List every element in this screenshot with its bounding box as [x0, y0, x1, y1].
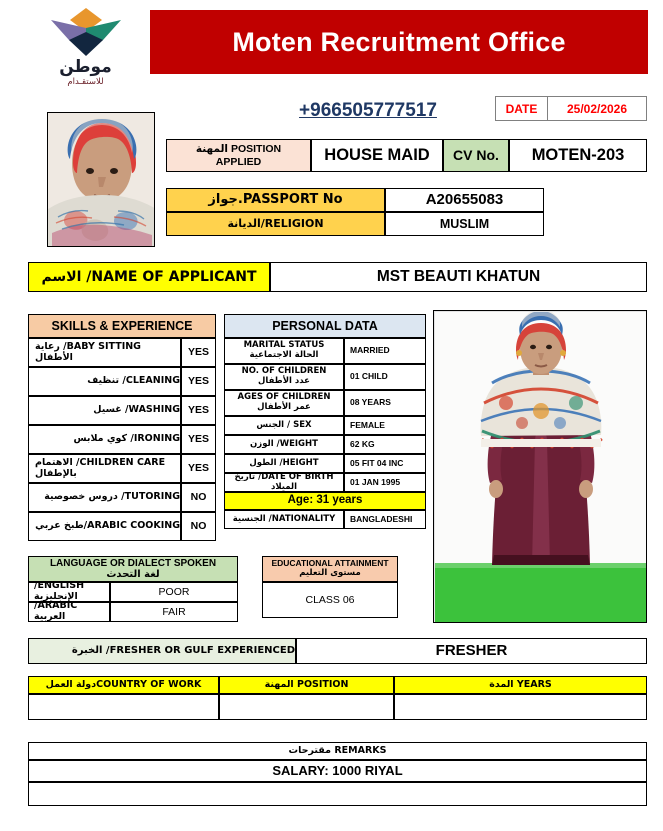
experience-label: FRESHER OR GULF EXPERIENCED/ الخبرة: [28, 638, 296, 664]
skill-label: CHILDREN CARE/ الاهتمام بالإطفال: [28, 454, 181, 483]
remarks-salary-value: SALARY: 1000 RIYAL: [28, 760, 647, 782]
fullbody-illustration: [434, 311, 647, 623]
work-history-col-position: POSITION المهنة: [219, 676, 394, 694]
skill-value: YES: [181, 367, 216, 396]
cv-no-value: MOTEN-203: [509, 139, 647, 172]
company-title-banner: [150, 10, 648, 74]
personal-data-label-en: SEX / الجنس: [256, 419, 312, 430]
personal-data-label: [224, 390, 344, 416]
date-box: [495, 96, 647, 121]
applicant-name-label: NAME OF APPLICANT/ الاسم: [28, 262, 270, 292]
skill-label: ARABIC COOKING/طبخ عربي: [28, 512, 181, 541]
work-history-cell-country[interactable]: [28, 694, 219, 720]
personal-data-label: [224, 473, 344, 492]
position-applied-label: [166, 139, 311, 172]
personal-data-label-en: MARITAL STATUS: [243, 340, 325, 351]
skill-label: IRONING/ كوي ملابس: [28, 425, 181, 454]
cv-no-label: CV No.: [443, 139, 509, 172]
personal-data-label-ar: عمر الأطفال: [257, 402, 311, 412]
work-history-cell-years[interactable]: [394, 694, 647, 720]
document-header: [0, 0, 663, 92]
work-history-col-years: YEARS المدة: [394, 676, 647, 694]
religion-label: RELIGION/الديانة: [166, 212, 385, 236]
skill-value: NO: [181, 512, 216, 541]
page-title: Moten Recruitment Office: [232, 26, 566, 57]
personal-data-label-ar: عدد الأطفال: [258, 376, 310, 386]
education-header: [262, 556, 398, 582]
date-label: DATE: [496, 97, 548, 120]
language-table-header: [28, 556, 238, 582]
experience-value: FRESHER: [296, 638, 647, 664]
language-label: ENGLISH/ الإنجليزية: [28, 582, 110, 602]
personal-data-label-en: HEIGHT/ الطول: [249, 457, 319, 468]
company-logo: [33, 6, 138, 92]
work-history-cell-position[interactable]: [219, 694, 394, 720]
nationality-value: BANGLADESHI: [344, 510, 426, 529]
portrait-illustration: [48, 113, 155, 247]
personal-data-label: [224, 454, 344, 473]
personal-data-value: MARRIED: [344, 338, 426, 364]
passport-no-value: A20655083: [385, 188, 544, 212]
moten-logo-icon: [47, 6, 125, 58]
personal-data-label-en: NO. OF CHILDREN: [241, 366, 327, 377]
work-history-col-country: COUNTRY OF WORKدولة العمل: [28, 676, 219, 694]
personal-data-label: [224, 435, 344, 454]
skill-value: NO: [181, 483, 216, 512]
education-value: CLASS 06: [262, 582, 398, 618]
skill-value: YES: [181, 396, 216, 425]
language-proficiency: POOR: [110, 582, 238, 602]
skill-value: YES: [181, 454, 216, 483]
logo-arabic-sub: للاستقـدام: [67, 77, 104, 87]
language-header-ar: لغة التحدث: [106, 569, 160, 580]
personal-data-value: 08 YEARS: [344, 390, 426, 416]
personal-data-value: 01 JAN 1995: [344, 473, 426, 492]
logo-arabic-name: موطن: [59, 57, 112, 77]
position-label-en: POSITION: [230, 143, 282, 156]
personal-data-label-en: AGES OF CHILDREN: [237, 392, 331, 403]
religion-value: MUSLIM: [385, 212, 544, 236]
position-label-en2: APPLIED: [215, 155, 262, 168]
personal-data-value: 62 KG: [344, 435, 426, 454]
position-applied-value: HOUSE MAID: [311, 139, 443, 172]
remarks-header: REMARKS مقترحات: [28, 742, 647, 760]
personal-data-value: FEMALE: [344, 416, 426, 435]
skills-table-header: SKILLS & EXPERIENCE: [28, 314, 216, 338]
language-proficiency: FAIR: [110, 602, 238, 622]
applicant-fullbody-photo: [433, 310, 647, 623]
education-header-en: EDUCATIONAL ATTAINMENT: [271, 558, 389, 569]
personal-data-label: [224, 338, 344, 364]
personal-data-label-en: WEIGHT/ الوزن: [250, 438, 318, 449]
personal-data-label: [224, 416, 344, 435]
skill-value: YES: [181, 425, 216, 454]
personal-data-label: [224, 364, 344, 390]
education-header-ar: مستوى التعليم: [299, 568, 361, 578]
position-label-arabic: المهنة: [195, 143, 229, 156]
skill-label: BABY SITTING/ رعاية الأطفال: [28, 338, 181, 367]
date-value: 25/02/2026: [566, 101, 628, 116]
personal-data-header: PERSONAL DATA: [224, 314, 426, 338]
remarks-blank-row[interactable]: [28, 782, 647, 806]
skill-label: CLEANING/ تنظيف: [28, 367, 181, 396]
applicant-name-value: MST BEAUTI KHATUN: [270, 262, 647, 292]
personal-data-value: 01 CHILD: [344, 364, 426, 390]
language-label: ARABIC/ العربية: [28, 602, 110, 622]
skill-value: YES: [181, 338, 216, 367]
age-note: Age: 31 years: [224, 492, 426, 510]
nationality-label: NATIONALITY/ الجنسية: [224, 510, 344, 529]
language-header-en: LANGUAGE OR DIALECT SPOKEN: [49, 557, 217, 569]
passport-no-label: PASSPORT No.جواز: [166, 188, 385, 212]
personal-data-label-ar: الحالة الاجتماعية: [249, 350, 319, 360]
personal-data-value: 05 FIT 04 INC: [344, 454, 426, 473]
skill-label: TUTORING/ دروس خصوصية: [28, 483, 181, 512]
skill-label: WASHING/ غسيل: [28, 396, 181, 425]
contact-phone[interactable]: +966505777517: [299, 100, 437, 121]
applicant-portrait-photo: [47, 112, 155, 247]
personal-data-label-en: DATE OF BIRTH/ تاريخ الميلاد: [234, 471, 334, 492]
